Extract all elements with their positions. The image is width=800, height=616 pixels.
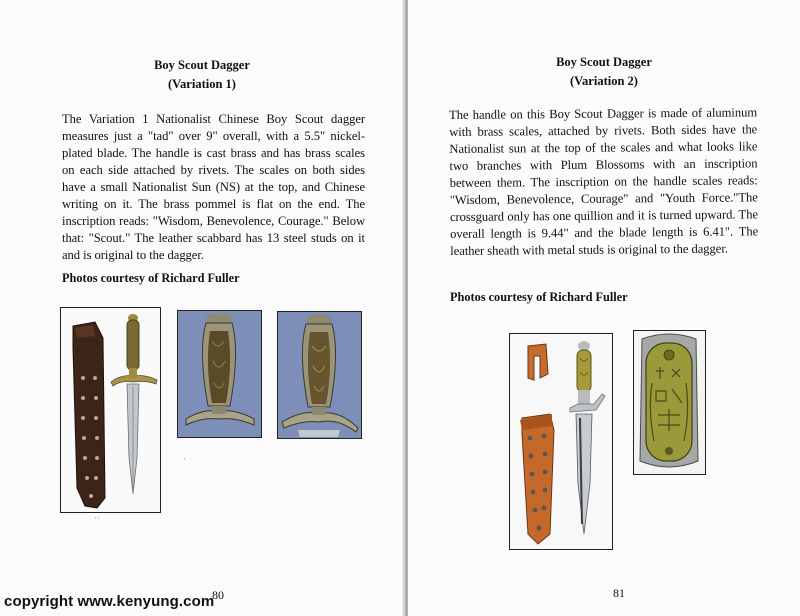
photo-handle-closeup-v1-a [177,310,262,438]
right-photo-credit: Photos courtesy of Richard Fuller [450,290,628,304]
left-page-number: 80 [212,588,224,602]
photo-dagger-with-scabbard-v1 [60,307,161,513]
photo-dagger-with-sheath-v2 [509,333,613,550]
copyright-watermark: copyright www.kenyung.com [4,593,215,610]
left-body-paragraph: The Variation 1 Nationalist Chinese Boy Scout dagger measures just a "tad" over 9" overall, with a 5.5" nickel-plated blade. The handle is cast brass and has brass scales on each side attached by rivets. The scales on both sides have a small Nationalist Sun (NS) at the top, and Chinese writing on it. The brass pommel is flat on the end. The inscription reads: "Wisdom, Benevolence, Courage." Below that: "Scout." The leather scabbard has 13 steel studs on it and is original to the dagger. [62,112,365,262]
scan-speck: ·· [94,513,100,523]
left-photo-credit: Photos courtesy of Richard Fuller [62,271,240,285]
right-page-number: 81 [613,586,625,600]
left-title-line1: Boy Scout Dagger [154,58,250,72]
left-page-title [0,56,404,94]
right-page-title [408,53,800,91]
right-page [408,0,800,616]
right-body-paragraph: The handle on this Boy Scout Dagger is made of aluminum with brass scales, attached by rivets. Both sides have the Nationalist sun at the top of the scales and what looks like two branches with Plum Blossoms with an inscription between them. The inscription on the handle scales reads: "Wisdom, Benevolence, Courage" and "Youth Force."The crossguard only has one quillion and it is turned upward. The overall length is 9.44" and the blade length is 6.41". The leather sheath with metal studs is original to the dagger. [449,105,759,258]
photo-handle-scale-closeup-v2 [633,330,706,475]
left-title-line2: (Variation 1) [168,77,236,91]
right-title-line2: (Variation 2) [570,74,638,88]
photo-handle-closeup-v1-b [277,311,362,439]
scan-speck: · [183,454,186,464]
right-title-line1: Boy Scout Dagger [556,55,652,69]
